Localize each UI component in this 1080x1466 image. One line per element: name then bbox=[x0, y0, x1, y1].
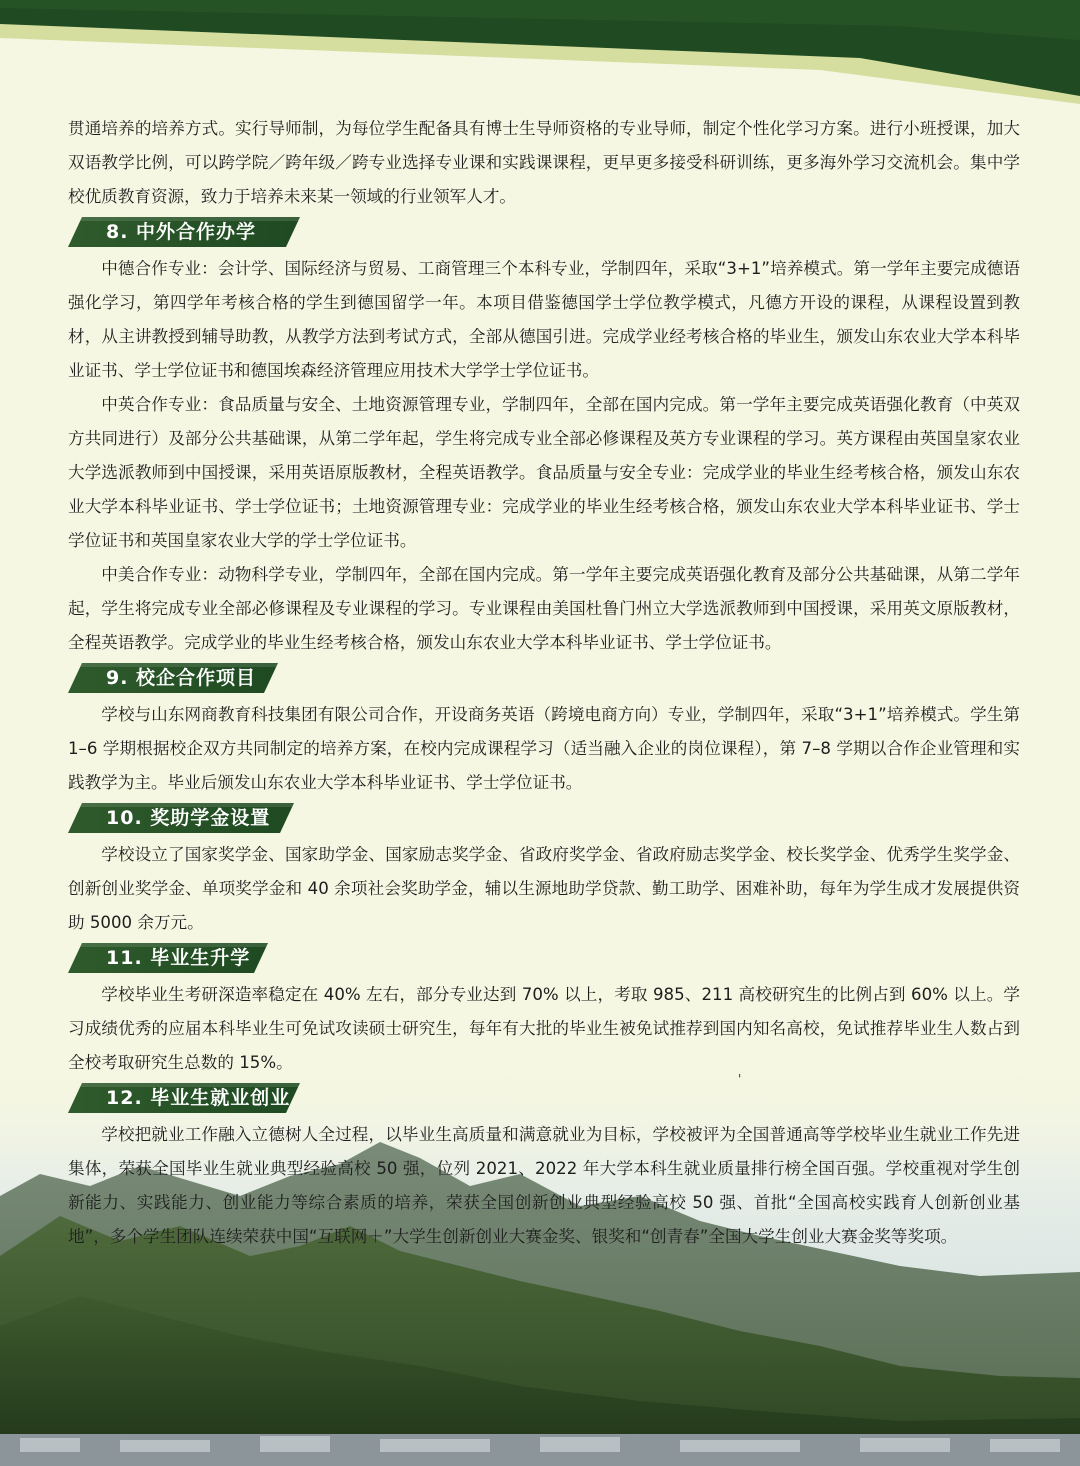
paragraph-scholarship: 学校设立了国家奖学金、国家助学金、国家励志奖学金、省政府奖学金、省政府励志奖学金、校长奖学金、优秀学生奖学金、创新创业奖学金、单项奖学金和 40 余项社会奖助学金，辅以生源地助学贷款、勤工助学、困难补助，每年为学生成才发展提供资助 5000 余万元。 bbox=[68, 845, 1020, 932]
section-title: 8. 中外合作办学 bbox=[106, 221, 257, 243]
paragraph-sino-german: 中德合作专业：会计学、国际经济与贸易、工商管理三个本科专业，学制四年，采取“3+1”培养模式。第一学年主要完成德语强化学习，第四学年考核合格的学生到德国留学一年。本项目借鉴德国学士学位教学模式，凡德方开设的课程，从课程设置到教材，从主讲教授到辅导助教，从教学方法到考试方式，全部从德国引进。完成学业经考核合格的毕业生，颁发山东农业大学本科毕业证书、学士学位证书和德国埃森经济管理应用技术大学学士学位证书。 bbox=[68, 259, 1020, 380]
top-banner-decoration bbox=[0, 0, 1080, 110]
section-title: 12. 毕业生就业创业 bbox=[106, 1087, 291, 1109]
paragraph-sino-british: 中英合作专业：食品质量与安全、土地资源管理专业，学制四年，全部在国内完成。第一学年主要完成英语强化教育（中英双方共同进行）及部分公共基础课，从第二学年起，学生将完成专业全部必修课程及英方专业课程的学习。英方课程由英国皇家农业大学选派教师到中国授课，采用英语原版教材，全程英语教学。食品质量与安全专业：完成学业的毕业生经考核合格，颁发山东农业大学本科毕业证书、学士学位证书；土地资源管理专业：完成学业的毕业生经考核合格，颁发山东农业大学本科毕业证书、学士学位证书和英国皇家农业大学的学士学位证书。 bbox=[68, 395, 1020, 550]
paragraph-sino-american: 中美合作专业：动物科学专业，学制四年，全部在国内完成。第一学年主要完成英语强化教育及部分公共基础课，从第二学年起，学生将完成专业全部必修课程及专业课程的学习。专业课程由美国杜鲁门州立大学选派教师到中国授课，采用英文原版教材，全程英语教学。完成学业的毕业生经考核合格，颁发山东农业大学本科毕业证书、学士学位证书。 bbox=[68, 565, 1020, 652]
section-heading-international bbox=[68, 217, 1020, 247]
stray-mark: ' bbox=[738, 1072, 742, 1086]
section-title: 10. 奖助学金设置 bbox=[106, 807, 271, 829]
paragraph-enterprise: 学校与山东网商教育科技集团有限公司合作，开设商务英语（跨境电商方向）专业，学制四年，采取“3+1”培养模式。学生第 1–6 学期根据校企双方共同制定的培养方案，在校内完成课程学习（适当融入企业的岗位课程），第 7–8 学期以合作企业管理和实践教学为主。毕业后颁发山东农业大学本科毕业证书、学士学位证书。 bbox=[68, 705, 1020, 792]
section-heading-scholarship bbox=[68, 803, 1020, 833]
section-title: 11. 毕业生升学 bbox=[106, 947, 251, 969]
section-heading-employment bbox=[68, 1083, 1020, 1113]
section-heading-enterprise bbox=[68, 663, 1020, 693]
section-title: 9. 校企合作项目 bbox=[106, 667, 257, 689]
paragraph-further-study: 学校毕业生考研深造率稳定在 40% 左右，部分专业达到 70% 以上，考取 985、211 高校研究生的比例占到 60% 以上。学习成绩优秀的应届本科毕业生可免试攻读硕士研究生，每年有大批的毕业生被免试推荐到国内知名高校，免试推荐毕业生人数占到全校考取研究生总数的 15%。 bbox=[68, 985, 1020, 1072]
paragraph-employment: 学校把就业工作融入立德树人全过程，以毕业生高质量和满意就业为目标，学校被评为全国普通高等学校毕业生就业工作先进集体，荣获全国毕业生就业典型经验高校 50 强，位列 2021、2022 年大学本科生就业质量排行榜全国百强。学校重视对学生创新能力、实践能力、创业能力等综合素质的培养，荣获全国创新创业典型经验高校 50 强、首批“全国高校实践育人创新创业基地”，多个学生团队连续荣获中国“互联网＋”大学生创新创业大赛金奖、银奖和“创青春”全国大学生创业大赛金奖等奖项。 bbox=[68, 1125, 1020, 1246]
intro-paragraph: 贯通培养的培养方式。实行导师制，为每位学生配备具有博士生导师资格的专业导师，制定个性化学习方案。进行小班授课，加大双语教学比例，可以跨学院／跨年级／跨专业选择专业课和实践课课程，更早更多接受科研训练，更多海外学习交流机会。集中学校优质教育资源，致力于培养未来某一领域的行业领军人才。 bbox=[68, 119, 1020, 206]
main-content bbox=[68, 112, 1020, 1254]
section-heading-further-study bbox=[68, 943, 1020, 973]
